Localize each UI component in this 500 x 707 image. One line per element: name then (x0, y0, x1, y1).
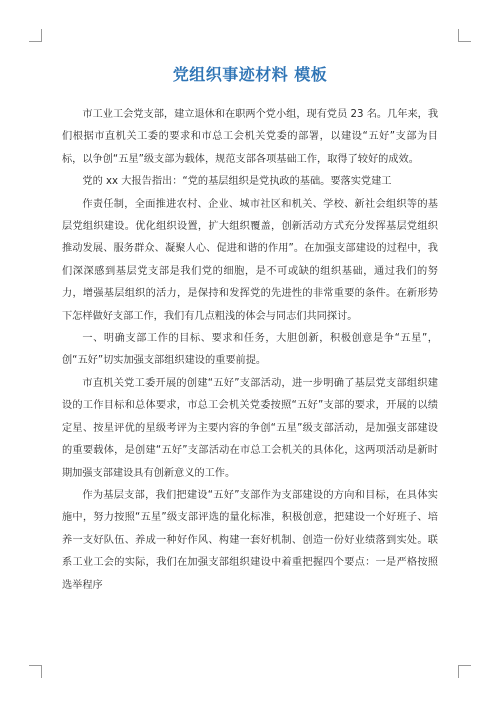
crop-mark-top-right (458, 29, 471, 42)
paragraph-5: 市直机关党工委开展的创建“五好”支部活动，进一步明确了基层党支部组织建设的工作目标和总体要求，市总工会机关党委按照“五好”支部的要求，开展的以绩定星、按星评优的星级考评为主要内容的争创“五星”级支部活动，是加强支部建设的重要载体，是创建“五好”支部活动在市总工会机关的具体化，这两项活动是新时期加强支部建设具有创新意义的工作。 (62, 377, 438, 479)
document-body (62, 104, 438, 597)
crop-mark-bottom-right (458, 665, 471, 678)
paragraph-6: 作为基层支部，我们把建设“五好”支部作为支部建设的方向和目标，在具体实施中，努力按照“五星”级支部评选的量化标准，积极创意，把建设一个好班子、培养一支好队伍、养成一种好作风、构建一套好机制、创造一份好业绩落到实处。联系工业工会的实际，我们在加强支部组织建设中着重把握四个要点：一是严格按照选举程序 (62, 489, 438, 591)
document-title: 党组织事迹材料 模板 (172, 65, 328, 84)
paragraph-2: 党的 xx 大报告指出：“党的基层组织是党执政的基础。要落实党建工 (82, 176, 392, 188)
paragraph-3: 作责任制，全面推进农村、企业、城市社区和机关、学校、新社会组织等的基层党组织建设。优化组织设置，扩大组织覆盖，创新活动方式充分发挥基层党组织推动发展、服务群众、凝聚人心、促进和谐的作用”。在加强支部建设的过程中，我们深深感到基层党支部是我们党的细胞，是不可或缺的组织基础，通过我们的努力，增强基层组织的活力，是保持和发挥党的先进性的非常重要的条件。在新形势下怎样做好支部工作，我们有几点粗浅的体会与同志们共同探讨。 (62, 198, 438, 322)
paragraph-1: 市工业工会党支部，建立退休和在职两个党小组，现有党员 23 名。几年来，我们根据市直机关工委的要求和市总工会机关党委的部署，以建设“五好”支部为目标，以争创“五星”级支部为载体，规范支部各项基础工作，取得了较好的成效。 (62, 109, 439, 165)
crop-mark-top-left (29, 29, 42, 42)
paragraph-4: 一、明确支部工作的目标、要求和任务，大胆创新，积极创意是争“五星”，创“五好”切实加强支部组织建设的重要前提。 (62, 333, 438, 367)
crop-mark-bottom-left (29, 665, 42, 678)
